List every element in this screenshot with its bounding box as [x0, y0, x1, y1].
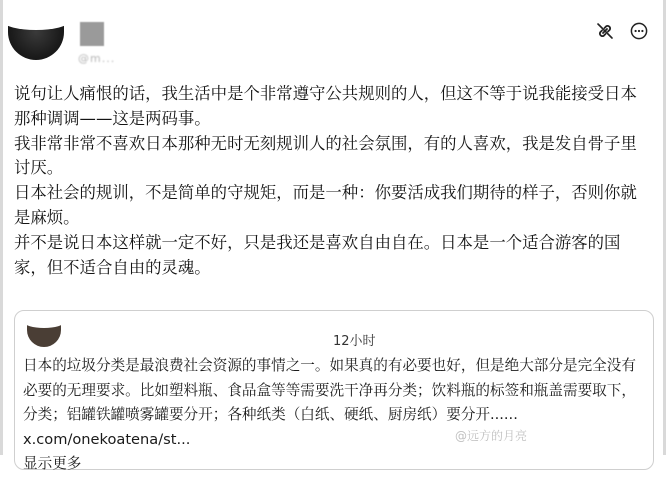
quoted-post-card[interactable]: [14, 310, 654, 473]
blurred-display-name: [80, 22, 104, 46]
post-paragraph: 我非常非常不喜欢日本那种无时无刻规训人的社会氛围，有的人喜欢，我是发自骨子里讨厌。: [14, 133, 637, 178]
post-actions: [596, 22, 648, 40]
post-paragraph: 并不是说日本这样就一定不好，只是我还是喜欢自由自在。日本是一个适合游客的国家，但不适合自由的灵魂。: [14, 232, 621, 277]
post-body: [14, 82, 650, 280]
link-off-icon[interactable]: [596, 22, 614, 40]
quoted-author-avatar[interactable]: [27, 321, 61, 347]
quoted-post-text: 日本的垃圾分类是最浪费社会资源的事情之一。如果真的有必要也好，但是绝大部分是完全没有必要的无理要求。比如塑料瓶、食品盒等等需要洗干净再分类；饮料瓶的标签和瓶盖需要取下，分类；铝罐铁罐喷雾罐要分开；各种纸类（白纸、硬纸、厨房纸）要分开......: [23, 357, 636, 424]
post-paragraph: 日本社会的规训，不是简单的守规矩，而是一种：你要活成我们期待的样子，否则你就是麻烦。: [14, 183, 637, 227]
quoted-post-link[interactable]: x.com/onekoatena/st...: [23, 430, 191, 448]
post-paragraph: 说句让人痛恨的话，我生活中是个非常遵守公共规则的人，但这不等于说我能接受日本那种调调——这是两码事。: [14, 84, 637, 128]
watermark: @远方的月亮: [455, 429, 528, 443]
quoted-post-timestamp: 12小时: [333, 334, 376, 349]
author-handle[interactable]: @m...: [78, 52, 116, 65]
show-more-link[interactable]: 显示更多: [23, 455, 82, 473]
quoted-post-body: [23, 354, 647, 477]
more-options-icon[interactable]: [630, 22, 648, 40]
